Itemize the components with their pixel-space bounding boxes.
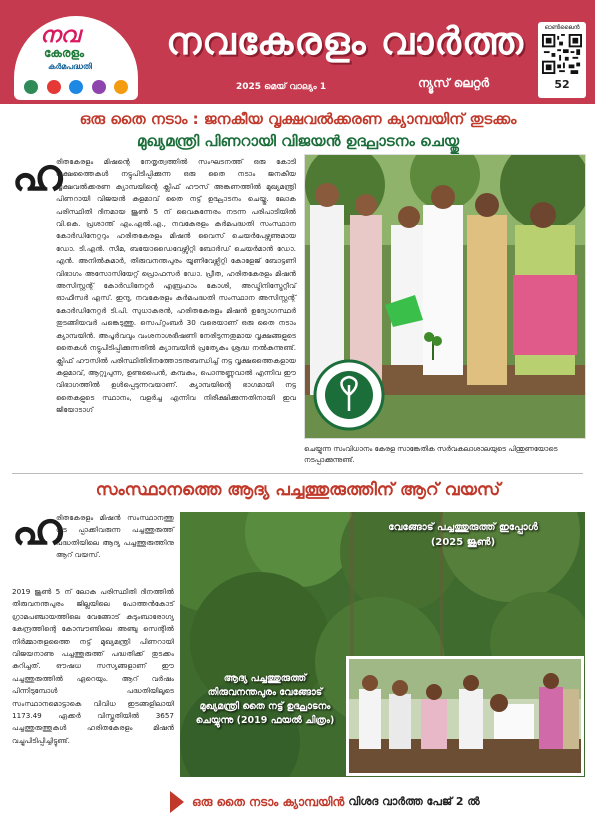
cm-planting-photo (304, 154, 586, 439)
qr-label: ഓൺലൈൻ (544, 24, 580, 31)
green-island-photo-caption: വേങ്ങോട് പച്ചത്തുരുത്ത് ഇപ്പോൾ (2025 ജൂൺ) (388, 522, 538, 548)
cm-inaugural-planting-image (349, 659, 581, 773)
newsletter-label: ന്യൂസ് ലെറ്റർ (418, 76, 490, 90)
education-mission-icon (92, 80, 106, 94)
article2-body-bottom: 2019 ജൂൺ 5 ന് ലോക പരിസ്ഥിതി ദിനത്തിൽ തിരുവനന്തപുരം ജില്ലയിലെ പോത്തൻകോട് ഗ്രാമപഞ്ചായത്തിലെ വേങ്ങോട് കുടുംബാരോഗ്യ കേന്ദ്രത്തിന്റെ കോമ്പൗണ്ടിലെ അഞ്ചു സെന്റിൽ നിർമ്മാതളത്തൈ നട്ട് മുഖ്യമന്ത്രി പിണറായി വിജയനാണു പച്ചത്തുരുത്ത് പദ്ധതിക്ക് തുടക്കം കുറിച്ചത്. ഔഷധ സസ്യങ്ങളാണ് ഈ പച്ചത്തുരുത്തിൽ ഏറെയും. ആറ് വർഷം പിന്നിടുമ്പോൾ പദ്ധതിയിലൂടെ സംസ്ഥാനമൊട്ടാകെ വിവിധ ഇടങ്ങളിലായി 1173.49 ഏക്കർ വിസ്തൃതിയിൽ 3657 പച്ചത്തുരുത്തുകൾ ഹരിതകേരളം മിഷൻ വച്ചുപിടിപ്പിച്ചിട്ടുണ്ട്. (12, 587, 174, 745)
article2-dropcap: ഹ (12, 504, 63, 555)
aardram-mission-icon (47, 80, 61, 94)
inset-photo-caption: ആദ്യ പച്ചത്തുരുത്ത് തിരുവനന്തപുരം വേങ്ങോട് മുഖ്യമന്ത്രി തൈ നട്ട് ഉദ്ഘാടനം ചെയ്യുന്നു (2019 ഫയൽ ചിത്രം) (195, 673, 335, 726)
mission-icons-row (24, 80, 128, 94)
logo-line2: കർമപദ്ധതി (48, 62, 92, 71)
qr-code-icon[interactable] (542, 34, 582, 74)
campaign-name: ഒരു തൈ നടാം ക്യാമ്പയിൻ (192, 794, 345, 809)
page-reference: വിശദ വാർത്ത പേജ് 2 ൽ (348, 795, 480, 808)
logo-line1: കേരളം (44, 46, 85, 60)
cm-inaugural-planting-inset (346, 656, 584, 776)
article2-body-top: രിതകേരളം മിഷൻ സംസ്ഥാനത്തു നട പ്പാക്കിവരുന്ന പച്ചത്തുരുത്ത് പദ്ധതിയിലെ ആദ്യ പച്ചത്തുരുത്തിനു ആറ് വയസ്. (56, 513, 174, 560)
qr-code-box[interactable] (538, 22, 586, 98)
page-number: 52 (554, 78, 570, 91)
logo-swoosh-text: നവ (40, 22, 80, 48)
article1-photo-caption: ചെയ്യുന്ന സംവിധാനം കേരള സാങ്കേതിക സർവകലാശാലയുടെ പിന്തുണയോടെ നടപ്പാക്കുന്നുണ്ട്. (304, 445, 558, 464)
article1-body: രിതകേരളം മിഷന്റെ നേതൃത്വത്തിൽ സംഘടനത്ത് ഒരു കോടി വൃക്ഷത്തൈകൾ നട്ടുപിടിപ്പിക്കുന്ന ഒരു തൈ നടാം ജനകീയ വൃക്ഷവൽക്കരണ ക്യാമ്പയിന്റെ ക്ലിഫ് ഹൗസ് അങ്കണത്തിൽ മുഖ്യമന്ത്രി പിണറായി വിജയൻ കുളമാവ് തൈ നട്ട് ഉദ്ഘാടനം ചെയ്തു. ലോക പരിസ്ഥിതി ദിനമായ ജൂൺ 5 ന് വൈകുന്നേരം നടന്ന പരിപാടിയിൽ വി.കെ. പ്രശാന്ത് എം.എൽ.എ., നവകേരളം കർമപദ്ധതി സംസ്ഥാന കോർഡിനേറ്ററും ഹരിതകേരളം മിഷൻ വൈസ് ചെയർപേഴ്സണുമായ ഡോ. ടി.എൻ. സീമ, ബയോഡൈവേഴ്സിറ്റി ബോർഡ് ചെയർമാൻ ഡോ. എൻ. അനിൽകുമാർ, തിരുവനന്തപുരം യൂണിവേഴ്സിറ്റി കോളേജ് ബോട്ടണി വിഭാഗം അസോസിയേറ്റ് പ്രൊഫസർ ഡോ. പ്രീത, ഹരിതകേരളം മിഷൻ അസിസ്റ്റന്റ് കോർഡിനേറ്റർ എബ്രഹാം കോശി, അഡ്മിനിസ്ട്രേറ്റീവ് ഓഫീസർ എസ്. ഇന്ദു, നവകേരളം കർമപദ്ധതി സംസ്ഥാന അസിസ്റ്റന്റ് കോർഡിനേറ്റർ ടി.പി. സുധാകരൻ, ഹരിതകേരളം മിഷൻ ഉദ്യോഗസ്ഥർ തുടങ്ങിയവർ പങ്കെടുത്തു. സെപ്റ്റംബർ 30 വരെയാണ് ഒരു തൈ നടാം ക്യാമ്പയിൻ. അപൂർവവും വംശനാശഭീഷണി നേരിടുന്നതുമായ വൃക്ഷങ്ങളുടെ തൈകൾ നട്ടുപിടിപ്പിക്കുന്നതിൽ ക്യാമ്പയിൻ പ്രത്യേകം ശ്രദ്ധ നൽകുന്നുണ്ട്. ക്ലിഫ് ഹൗസിൽ പരിസ്ഥിതിദിനത്തോടനുബന്ധിച്ച് നട്ട വൃക്ഷത്തൈകളായ കുളമാവ്, ആറ്റുപുന്ന, ഉണ്ടപൈൻ, കമ്പകം, പൊന്നുണ്ണവാൽ എന്നിവ ഈ വിഭാഗത്തിൽ ഉൾപ്പെടുന്നവയാണ്. ക്യാമ്പയിന്റെ ഭാഗമായി നട്ട തൈകളുടെ സ്ഥാനം, വളർച്ച എന്നിവ നിരീക്ഷിക്കുന്നതിനായി ഇവ ജിയോടാഗ് (56, 157, 296, 415)
sun-icon (114, 80, 128, 94)
arrow-right-icon (170, 791, 184, 813)
masthead (0, 0, 595, 104)
haritha-mission-icon (24, 80, 38, 94)
article2-headline: സംസ്ഥാനത്തെ ആദ്യ പച്ചത്തുരുത്തിന് ആറ് വയസ് (95, 480, 501, 500)
issue-info: 2025 മെയ് വാല്യം 1 (236, 82, 327, 92)
section-divider (12, 473, 583, 474)
navakeralam-logo (14, 16, 138, 100)
article1-headline: ഒരു തൈ നടാം : ജനകീയ വൃക്ഷവൽക്കരണ ക്യാമ്പയിന് തുടക്കം (79, 110, 517, 128)
cm-planting-photo-image (305, 155, 586, 439)
article1-dropcap: ഹ (12, 150, 63, 201)
continued-story-banner[interactable] (170, 784, 585, 820)
article1-subheadline: മുഖ്യമന്ത്രി പിണറായി വിജയൻ ഉദ്ഘാടനം ചെയ്തു (136, 132, 460, 150)
life-mission-icon (69, 80, 83, 94)
newsletter-title: നവകേരളം വാർത്ത (166, 18, 524, 63)
